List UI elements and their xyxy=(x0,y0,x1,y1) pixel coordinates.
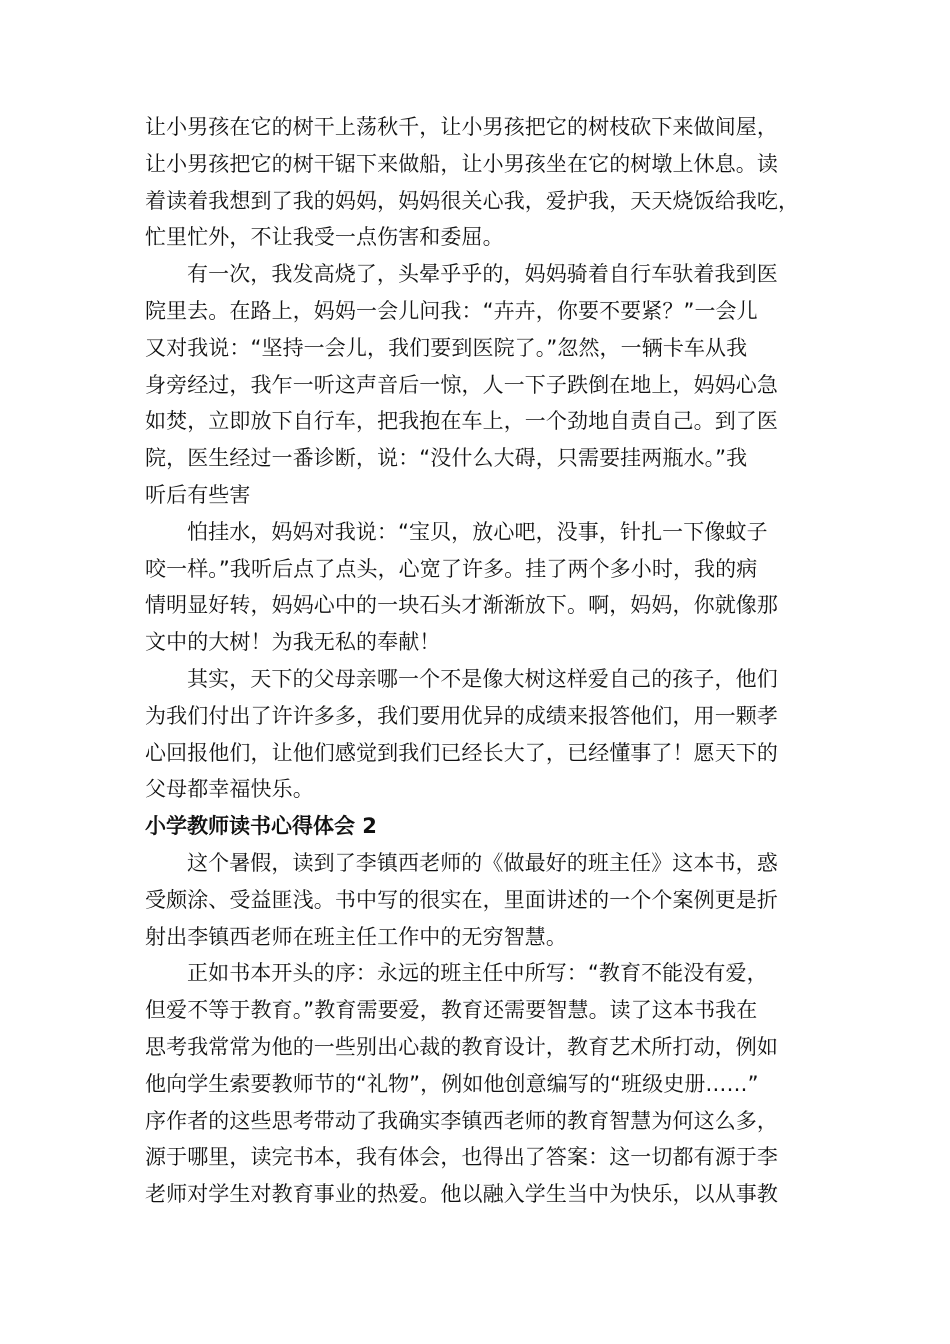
essay-section-2 xyxy=(145,845,810,1213)
text-line: 如焚，立即放下自行车，把我抱在车上，一个劲地自责自己。到了医 xyxy=(145,409,778,434)
essay-section-1 xyxy=(145,109,810,808)
section-heading: 小学教师读书心得体会 2 xyxy=(145,814,377,839)
text-line: 思考我常常为他的一些别出心裁的教育设计，教育艺术所打动，例如 xyxy=(145,1034,778,1059)
text-line: 其实，天下的父母亲哪一个不是像大树这样爱自己的孩子，他们 xyxy=(187,666,778,691)
text-line: 听后有些害 xyxy=(145,482,251,507)
document-body xyxy=(145,109,810,1213)
text-line: 忙里忙外，不让我受一点伤害和委屈。 xyxy=(145,225,504,250)
text-line: 又对我说：“坚持一会儿，我们要到医院了。”忽然，一辆卡车从我 xyxy=(145,335,748,360)
text-line: 让小男孩把它的树干锯下来做船，让小男孩坐在它的树墩上休息。读 xyxy=(145,151,778,176)
text-line: 院，医生经过一番诊断，说：“没什么大碍，只需要挂两瓶水。”我 xyxy=(145,446,748,471)
text-line: 有一次，我发高烧了，头晕乎乎的，妈妈骑着自行车驮着我到医 xyxy=(187,262,778,287)
text-line: 但爱不等于教育。”教育需要爱，教育还需要智慧。读了这本书我在 xyxy=(145,998,758,1023)
text-line: 序作者的这些思考带动了我确实李镇西老师的教育智慧为何这么多， xyxy=(145,1108,778,1133)
text-line: 心回报他们，让他们感觉到我们已经长大了，已经懂事了！愿天下的 xyxy=(145,740,778,765)
text-line: 为我们付出了许许多多，我们要用优异的成绩来报答他们，用一颗孝 xyxy=(145,703,778,728)
text-line: 正如书本开头的序：永远的班主任中所写：“教育不能没有爱， xyxy=(187,961,768,986)
text-line: 怕挂水，妈妈对我说：“宝贝，放心吧，没事，针扎一下像蚊子 xyxy=(187,519,768,544)
text-line: 情明显好转，妈妈心中的一块石头才渐渐放下。啊，妈妈，你就像那 xyxy=(145,593,778,618)
text-line: 文中的大树！为我无私的奉献！ xyxy=(145,630,441,655)
text-line: 咬一样。”我听后点了点头，心宽了许多。挂了两个多小时，我的病 xyxy=(145,556,758,581)
text-line: 身旁经过，我乍一听这声音后一惊，人一下子跌倒在地上，妈妈心急 xyxy=(145,372,778,397)
text-line: 院里去。在路上，妈妈一会儿问我：“卉卉，你要不要紧？”一会儿 xyxy=(145,298,758,323)
text-line: 着读着我想到了我的妈妈，妈妈很关心我，爱护我，天天烧饭给我吃， xyxy=(145,188,800,213)
text-line: 这个暑假，读到了李镇西老师的《做最好的班主任》这本书，惑 xyxy=(187,850,778,875)
text-line: 让小男孩在它的树干上荡秋千，让小男孩把它的树枝砍下来做间屋， xyxy=(145,115,778,139)
text-line: 他向学生索要教师节的“礼物”，例如他创意编写的“班级史册……” xyxy=(145,1071,759,1096)
text-line: 老师对学生对教育事业的热爱。他以融入学生当中为快乐，以从事教 xyxy=(145,1182,778,1207)
text-line: 源于哪里，读完书本，我有体会，也得出了答案：这一切都有源于李 xyxy=(145,1145,778,1170)
text-line: 射出李镇西老师在班主任工作中的无穷智慧。 xyxy=(145,924,567,949)
text-line: 父母都幸福快乐。 xyxy=(145,777,314,802)
text-line: 受颇涂、受益匪浅。书中写的很实在，里面讲述的一个个案例更是折 xyxy=(145,887,778,912)
